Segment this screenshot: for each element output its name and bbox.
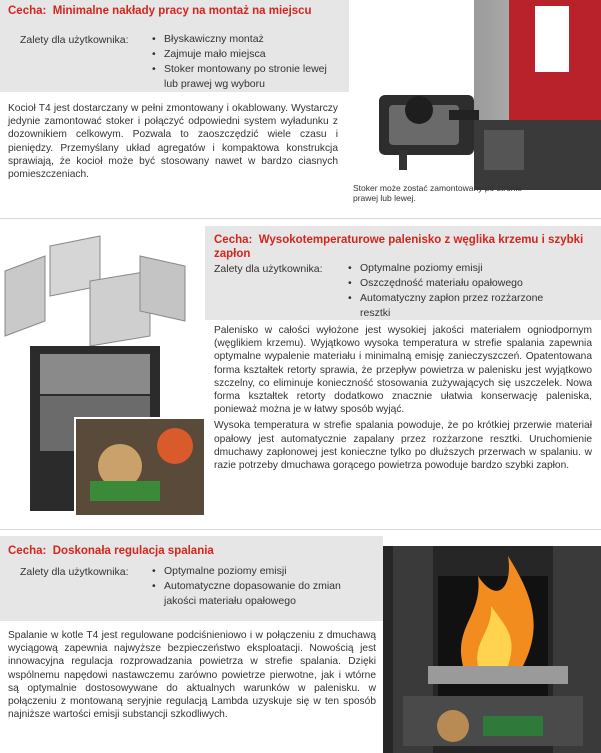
benefits-list [150, 564, 370, 609]
body-paragraph: Kocioł T4 jest dostarczany w pełni zmontowany i okablowany. Wystarczy jedynie zamontować stoker i połączyć odpowiedni system wyładunku z dozownikiem celkowym. Pozwala to zaoszczędzić wiele czasu i pieniędzy. Przemyślany układ agregatów i kompaktowa konstrukcja sprawiają, że kocioł może być stosowany nawet w bardzo ciasnych pomieszczeniach. [8, 103, 338, 181]
feature-section-mounting [0, 0, 601, 210]
feature-title-text: Doskonała regulacja spalania [52, 545, 214, 557]
feature-title [8, 544, 368, 558]
feature-title [8, 4, 338, 18]
feature-prefix: Cecha: [8, 545, 47, 557]
benefits-list [150, 32, 340, 92]
feature-prefix: Cecha: [214, 234, 253, 246]
feature-title-text: Wysokotemperaturowe palenisko z węglika krzemu i szybki zapłon [214, 234, 584, 260]
benefits-label: Zalety dla użytkownika: [20, 566, 129, 578]
benefit-item: • Oszczędność materiału opałowego [346, 276, 576, 291]
feature-body [8, 629, 376, 724]
feature-section-combustion [0, 536, 601, 753]
body-paragraph: Spalanie w kotle T4 jest regulowane podciśnieniowo i w połączeniu z dmuchawą wyciągową zapewnia najwyższe bezpieczeństwo eksploatacji. Nowością jest innowacyjna regulacja rozprowadzania powietrza w strefie spalania. Dzięki wspólnemu napędowi nastawczemu zarówno powietrze pierwotne, jak i wtórne są optymalnie dostosowywane do aktualnych warunków w palenisku. w połączeniu z montowaną seryjnie regulacją Lambda uzyskuje się w ten sposób najniższe wartości emisji substancji szkodliwych. [8, 630, 376, 721]
benefit-item: • Błyskawiczny montaż [150, 32, 340, 47]
boiler-stoker-illustration [349, 0, 601, 210]
feature-title-text: Minimalne nakłady pracy na montaż na miejscu [52, 5, 312, 17]
combustion-image [383, 546, 601, 753]
benefit-item: • Optymalne poziomy emisji [150, 564, 370, 579]
image-caption: Stoker może zostać zamontowany po stronie prawej lub lewej. [353, 183, 523, 203]
section-divider [0, 529, 601, 530]
benefit-item: • Optymalne poziomy emisji [346, 261, 576, 276]
boiler-stoker-image [349, 0, 601, 210]
firebox-image [0, 226, 205, 522]
benefit-item: • Zajmuje mało miejsca [150, 47, 340, 62]
feature-body [214, 324, 592, 475]
benefits-label: Zalety dla użytkownika: [20, 34, 129, 46]
benefit-item: • Automatyczny zapłon przez rozżarzone resztki [346, 291, 576, 321]
feature-section-firebox [0, 226, 601, 522]
benefits-list [346, 261, 576, 321]
combustion-illustration [383, 546, 601, 753]
benefit-item: • Automatyczne dopasowanie do zmian jakości materiału opałowego [150, 579, 370, 609]
benefit-item: • Stoker montowany po stronie lewej lub prawej wg wyboru [150, 62, 340, 92]
section-divider [0, 218, 601, 219]
feature-prefix: Cecha: [8, 5, 47, 17]
firebox-illustration [0, 226, 205, 522]
body-paragraph: Wysoka temperatura w strefie spalania powoduje, że po krótkiej przerwie materiał opałowy jest automatycznie zapalany przez rozżarzone resztki. Uruchomienie dmuchawy zapłonowej jest konieczne tylko po dłuższych przerwach w spalaniu. w razie potrzeby dmuchawa gorącego powietrza powoduje bardzo szybki zapłon. [214, 420, 592, 472]
body-paragraph: Palenisko w całości wyłożone jest wysokiej jakości materiałem ogniodpornym (węglikiem krzemu). Wyjątkowo wysoka temperatura w strefie spalania zapewnia optymalne wypalenie materiału i minimalną emisję zanieczyszczeń. Opatentowana forma kształtek retorty sprawia, że przepływ powietrza w palenisku jest wyjątkowo szczelny, co eliminuje konieczność stosowania zużywających się uszczelek. Nowa forma kształtek retorty dodatkowo znacznie ułatwia konserwację paleniska, ponieważ można je w łatwy sposób wyjąć. [214, 325, 592, 416]
feature-body [8, 102, 338, 184]
benefits-label: Zalety dla użytkownika: [214, 263, 323, 275]
feature-title [214, 233, 594, 261]
